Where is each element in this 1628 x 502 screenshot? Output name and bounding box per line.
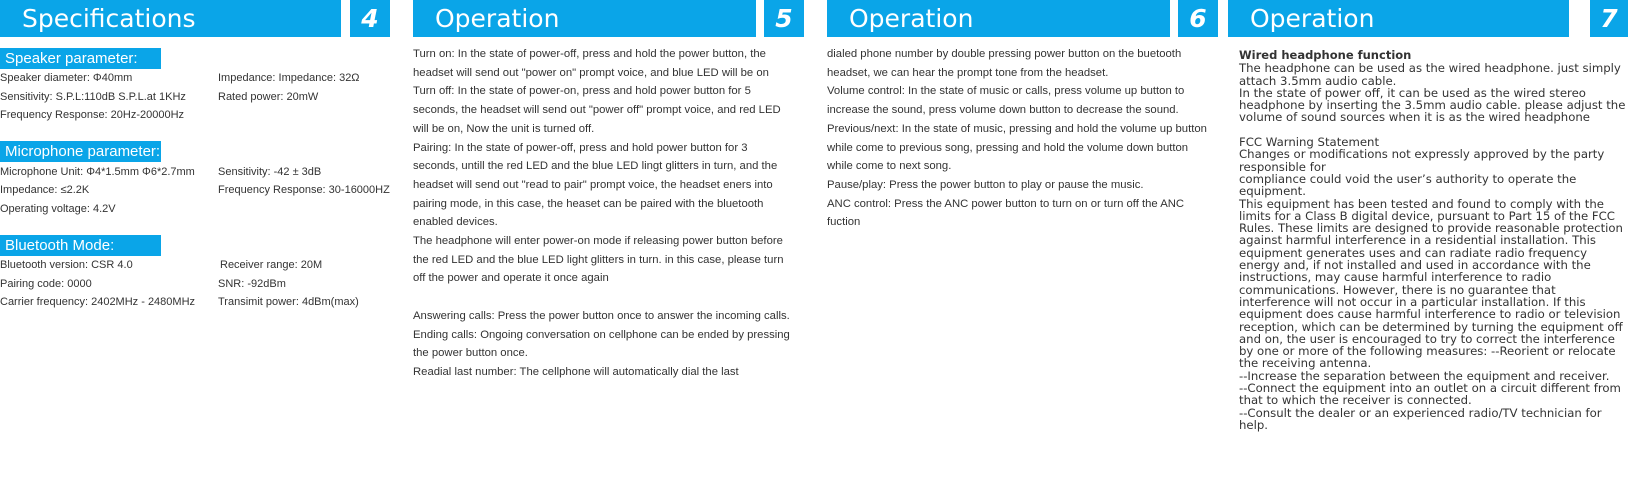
- paragraph-previous-next: Previous/next: In the state of music, pressing and hold the volume up button while come to previous song, pressing and hold the volume down button while come to next song.: [827, 122, 1207, 173]
- spec-item: Operating voltage: 4.2V: [0, 203, 116, 215]
- page-number-6: 6: [1178, 0, 1218, 37]
- page-number-4: 4: [350, 0, 390, 37]
- paragraph-line: Changes or modifications not expressly approved by the party responsible for: [1239, 147, 1605, 174]
- microphone-heading: Microphone parameter:: [0, 141, 161, 162]
- operation-7-text: [1239, 49, 1626, 431]
- paragraph-line: compliance could void the user’s authority to operate the equipment.: [1239, 171, 1577, 199]
- panel-title-operation-5: Operation: [413, 0, 756, 37]
- paragraph-line: --Increase the separation between the equipment and receiver.: [1239, 368, 1610, 383]
- paragraph-turn-off: Turn off: In the state of power-on, press and hold power button for 5 seconds, the headset will send out "power off" prompt voice, and red LED will be on, Now the unit is turned off.: [413, 85, 781, 135]
- paragraph-line: The headphone can be used as the wired headphone. just simply: [1239, 61, 1621, 76]
- spec-item: Microphone Unit: Φ4*1.5mm Φ6*2.7mm: [0, 166, 195, 178]
- paragraph-line: --Connect the equipment into an outlet on a circuit different from that to which the receiver is connected.: [1239, 381, 1621, 408]
- spec-item: Sensitivity: S.P.L:110dB S.P.L.at 1KHz: [0, 91, 186, 103]
- paragraph-line: attach 3.5mm audio cable.: [1239, 73, 1397, 88]
- paragraph-turn-on: Turn on: In the state of power-off, press and hold the power button, the headset will send out "power on" prompt voice, and blue LED will be on: [413, 48, 769, 79]
- spec-item: Pairing code: 0000: [0, 278, 92, 290]
- panel-title-specifications: Specifications: [0, 0, 341, 37]
- page-number-5: 5: [764, 0, 804, 37]
- speaker-heading: Speaker parameter:: [0, 48, 161, 69]
- spec-item: Frequency Response: 20Hz-20000Hz: [0, 109, 185, 121]
- spec-item: Carrier frequency: 2402MHz - 2480MHz: [0, 296, 196, 308]
- paragraph-redial-cont: dialed phone number by double pressing power button on the buetooth headset, we can hear the prompt tone from the headset.: [827, 48, 1182, 79]
- spec-item: Rated power: 20mW: [218, 91, 319, 103]
- paragraph-volume-control: Volume control: In the state of music or calls, press volume up button to increase the sound, press volume down button to decrease the sound.: [827, 85, 1185, 117]
- paragraph-fcc-body: This equipment has been tested and found to comply with the limits for a Class B digital device, pursuant to Part 15 of the FCC Rules. These limits are designed to provide reasonable protection against harmful interference in a residential installation. This equipment generates uses and can radiate radio frequency energy and, if not installed and used in accordance with the instructions, may cause harmful interference to radio communications. However, there is no guarantee that interference will not occur in a particular installation. If this equipment does cause harmful interference to radio or television reception, which can be determined by turning the equipment off and on, the user is encouraged to try to correct the interference by one or more of the following measures: --Reorient or relocate the receiving antenna.: [1239, 196, 1623, 371]
- paragraph-pause-play: Pause/play: Press the power button to play or pause the music.: [827, 178, 1144, 191]
- spec-item: Transimit power: 4dBm(max): [218, 296, 359, 308]
- paragraph-redial: Readial last number: The cellphone will automatically dial the last: [413, 365, 739, 378]
- paragraph-ending-calls: Ending calls: Ongoing conversation on cellphone can be ended by pressing the power button once.: [413, 328, 790, 360]
- spec-item: Speaker diameter: Φ40mm: [0, 72, 133, 84]
- wired-headphone-title: Wired headphone function: [1239, 48, 1412, 62]
- spec-item: Impedance: Impedance: 32Ω: [218, 72, 360, 84]
- spec-item: Impedance: ≤2.2K: [0, 184, 90, 196]
- paragraph-answering-calls: Answering calls: Press the power button once to answer the incoming calls.: [413, 309, 790, 322]
- paragraph-pairing: Pairing: In the state of power-off, press and hold power button for 3 seconds, untill the red LED and the blue LED lingt glitters in turn, and the headset will send out "read to pair" prompt voice, the headset eners into pairing mode, in this case, the heaset can be paired with the bluetooth enabled devices.: [413, 141, 778, 229]
- spacer: [413, 288, 793, 307]
- paragraph-line: In the state of power off, it can be used as the wired stereo headphone by inserting the 3.5mm audio cable. please adjust the: [1239, 85, 1626, 113]
- panel-title-operation-7: Operation: [1228, 0, 1569, 37]
- paragraph-power-on-mode: The headphone will enter power-on mode if releasing power button before the red LED and the blue LED light glitters in turn. in this case, please turn off the power and operate it once again: [413, 235, 784, 285]
- spec-item: Bluetooth version: CSR 4.0: [0, 259, 133, 271]
- paragraph-line: volume of sound sources when it is as the wired headphone: [1239, 110, 1590, 125]
- paragraph-anc-control: ANC control: Press the ANC power button to turn on or turn off the ANC fuction: [827, 197, 1185, 229]
- fcc-heading: FCC Warning Statement: [1239, 135, 1380, 150]
- operation-5-text: [413, 45, 793, 382]
- spec-item: SNR: -92dBm: [218, 278, 286, 290]
- spec-item: Receiver range: 20M: [220, 259, 323, 271]
- spec-item: Frequency Response: 30-16000HZ: [218, 184, 390, 196]
- paragraph-line: --Consult the dealer or an experienced radio/TV technician for help.: [1239, 405, 1602, 432]
- panel-title-operation-6: Operation: [827, 0, 1170, 37]
- spec-item: Sensitivity: -42 ± 3dB: [218, 166, 322, 178]
- page-number-7: 7: [1590, 0, 1628, 37]
- bluetooth-heading: Bluetooth Mode:: [0, 235, 161, 256]
- operation-6-text: [827, 45, 1207, 232]
